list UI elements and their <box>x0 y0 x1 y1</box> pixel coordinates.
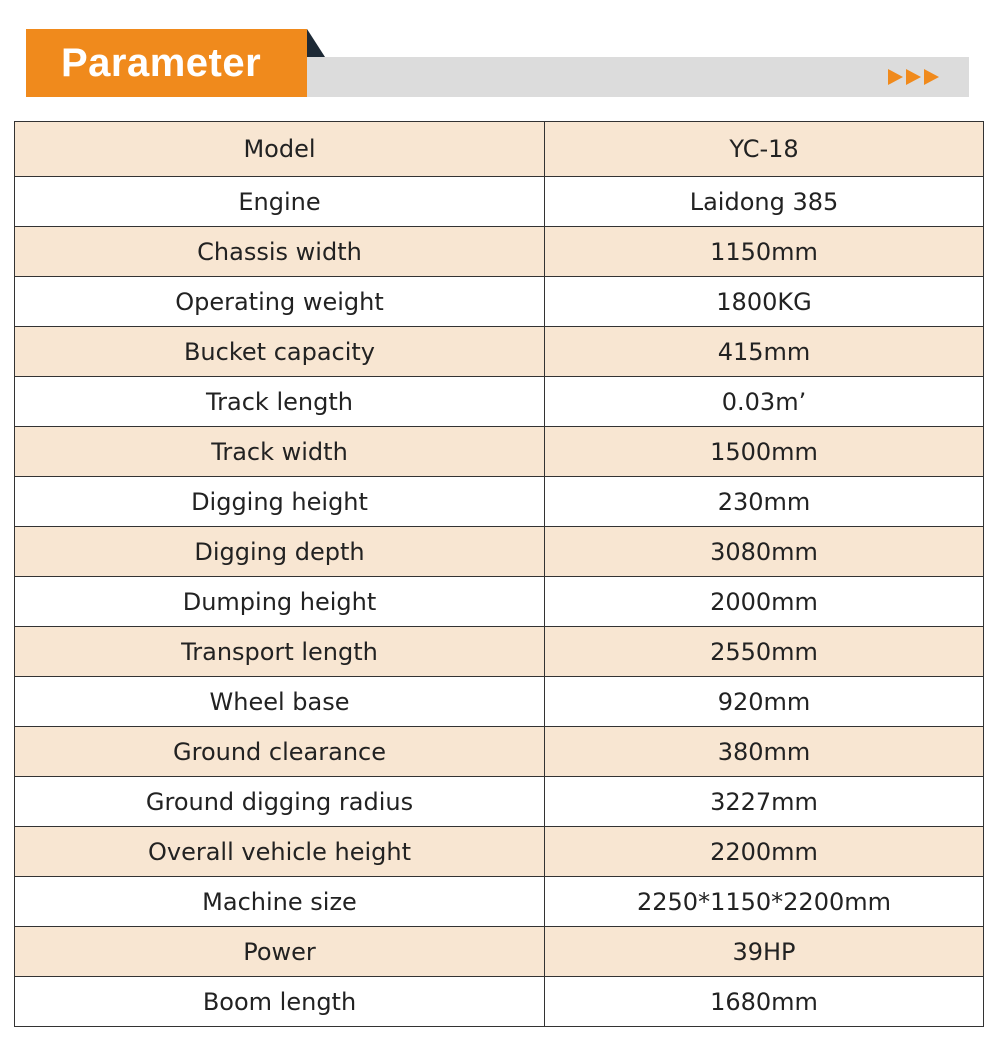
parameter-label-cell <box>15 727 545 777</box>
play-arrow-icon <box>906 69 921 85</box>
parameter-value-cell <box>545 827 984 877</box>
parameter-label: Chassis width <box>197 237 362 266</box>
parameter-label: Machine size <box>202 887 357 916</box>
play-arrow-icon <box>888 69 903 85</box>
table-row <box>15 227 984 277</box>
parameter-value: Laidong 385 <box>689 187 839 216</box>
parameter-label-cell <box>15 627 545 677</box>
parameter-value: 380mm <box>717 737 811 766</box>
parameter-value: 3227mm <box>710 787 818 816</box>
parameter-value: 415mm <box>717 337 811 366</box>
parameter-value: 2200mm <box>710 837 818 866</box>
parameter-label-cell <box>15 477 545 527</box>
parameter-label-cell <box>15 327 545 377</box>
parameter-value: 920mm <box>717 687 811 716</box>
parameter-value: 1800KG <box>716 287 812 316</box>
parameter-label-cell <box>15 122 545 177</box>
table-row <box>15 677 984 727</box>
parameter-value-cell <box>545 477 984 527</box>
parameter-label: Model <box>243 135 316 163</box>
parameter-value-cell <box>545 277 984 327</box>
table-row <box>15 377 984 427</box>
parameter-value: 39HP <box>732 937 796 966</box>
parameter-table <box>14 121 984 1027</box>
parameter-value: 1680mm <box>710 987 818 1016</box>
table-row <box>15 427 984 477</box>
parameter-label-cell <box>15 377 545 427</box>
parameter-label-cell <box>15 577 545 627</box>
parameter-value: 230mm <box>717 487 811 516</box>
parameter-value: 2000mm <box>710 587 818 616</box>
parameter-label: Track length <box>206 387 353 416</box>
table-row <box>15 627 984 677</box>
table-row <box>15 327 984 377</box>
parameter-value: 1500mm <box>710 437 818 466</box>
parameter-label-cell <box>15 427 545 477</box>
table-row <box>15 977 984 1027</box>
parameter-value-cell <box>545 427 984 477</box>
table-row <box>15 122 984 177</box>
parameter-value-cell <box>545 877 984 927</box>
parameter-label-cell <box>15 227 545 277</box>
parameter-label-cell <box>15 677 545 727</box>
parameter-label-cell <box>15 527 545 577</box>
parameter-value: 2250*1150*2200mm <box>637 887 891 916</box>
parameter-label-cell <box>15 177 545 227</box>
parameter-value-cell <box>545 927 984 977</box>
parameter-label: Dumping height <box>182 587 377 616</box>
parameter-label-cell <box>15 277 545 327</box>
parameter-label: Bucket capacity <box>183 337 376 366</box>
table-row <box>15 527 984 577</box>
parameter-value-cell <box>545 527 984 577</box>
parameter-value-cell <box>545 327 984 377</box>
parameter-value-cell <box>545 177 984 227</box>
parameter-value-cell <box>545 727 984 777</box>
parameter-label: Digging height <box>191 487 368 516</box>
header-fold-decoration <box>307 29 325 57</box>
parameter-value-cell <box>545 377 984 427</box>
table-row <box>15 277 984 327</box>
parameter-label: Ground digging radius <box>145 787 414 816</box>
parameter-label-cell <box>15 877 545 927</box>
header-title-box <box>26 29 307 97</box>
parameter-value-cell <box>545 977 984 1027</box>
parameter-value: 0.03m’ <box>721 387 807 416</box>
parameter-value: 2550mm <box>710 637 818 666</box>
parameter-label: Transport length <box>181 637 378 666</box>
table-row <box>15 927 984 977</box>
page-title: Parameter <box>61 40 262 85</box>
parameter-label: Operating weight <box>175 287 384 316</box>
parameter-label: Digging depth <box>194 537 365 566</box>
parameter-value-cell <box>545 677 984 727</box>
parameter-label: Ground clearance <box>173 737 386 766</box>
header-bar <box>307 57 969 97</box>
parameter-label: Wheel base <box>209 687 350 716</box>
parameter-label-cell <box>15 777 545 827</box>
parameter-label: Power <box>243 937 316 966</box>
parameter-table-body <box>15 122 984 1027</box>
table-row <box>15 577 984 627</box>
parameter-value-cell <box>545 122 984 177</box>
parameter-label: Overall vehicle height <box>147 837 411 866</box>
parameter-value-cell <box>545 777 984 827</box>
parameter-label-cell <box>15 977 545 1027</box>
parameter-value: 3080mm <box>710 537 818 566</box>
parameter-label: Engine <box>238 187 321 216</box>
table-row <box>15 477 984 527</box>
parameter-value: 1150mm <box>710 237 818 266</box>
table-row <box>15 827 984 877</box>
play-arrow-icon <box>924 69 939 85</box>
parameter-label: Track width <box>211 437 348 466</box>
table-row <box>15 177 984 227</box>
table-row <box>15 877 984 927</box>
parameter-label: Boom length <box>202 987 357 1016</box>
parameter-value: YC-18 <box>729 135 799 163</box>
parameter-label-cell <box>15 927 545 977</box>
table-row <box>15 727 984 777</box>
parameter-value-cell <box>545 627 984 677</box>
table-row <box>15 777 984 827</box>
parameter-value-cell <box>545 227 984 277</box>
header-arrows <box>888 66 939 88</box>
parameter-value-cell <box>545 577 984 627</box>
parameter-label-cell <box>15 827 545 877</box>
